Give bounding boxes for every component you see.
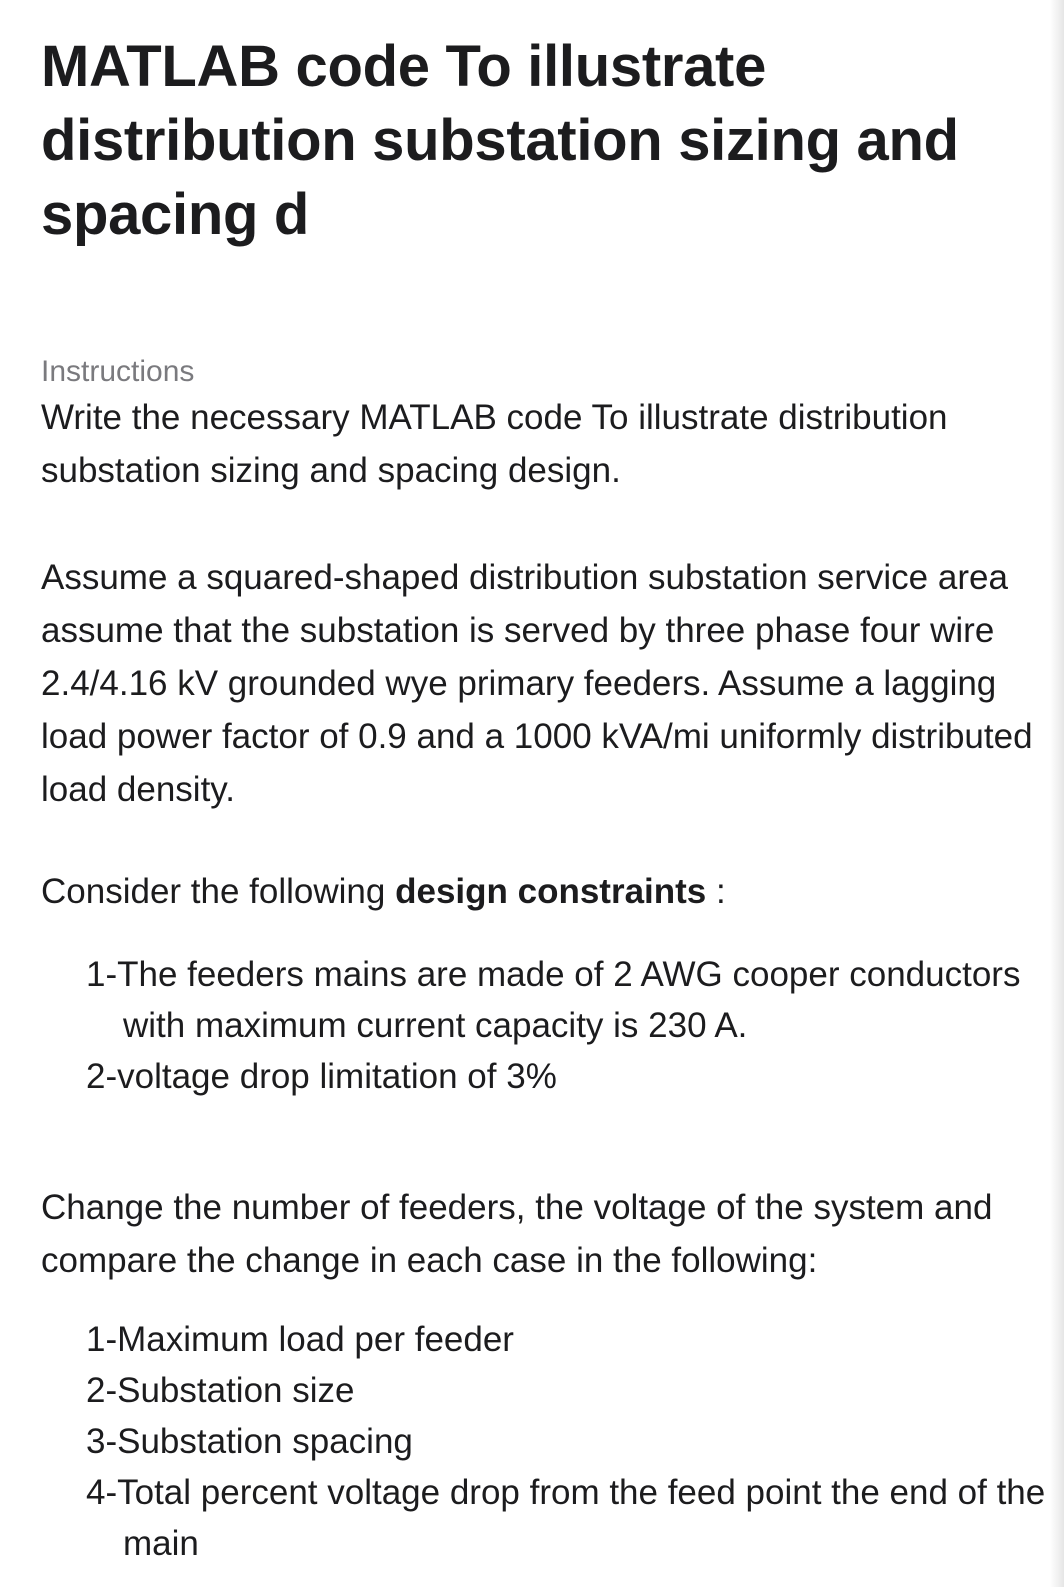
change-paragraph: Change the number of feeders, the voltage of the system and compare the change in each case in the following: [41,1188,993,1280]
instructions-label: Instructions [41,355,195,388]
list-item: 3-Substation spacing [86,1422,413,1461]
constraints-list [86,949,1046,1102]
constraints-heading [41,865,1041,918]
constraints-heading-bold: design constraints [395,872,707,911]
list-item: 1-The feeders mains are made of 2 AWG cooper conductors with maximum current capacity is 230 A. [86,955,1021,1045]
list-item: 4-Total percent voltage drop from the feed point the end of the main [86,1473,1046,1563]
question-title: MATLAB code To illustrate distribution substation sizing and spacing d [41,34,959,247]
intro-paragraph: Write the necessary MATLAB code To illustrate distribution substation sizing and spacing design. [41,398,948,490]
list-item: 2-voltage drop limitation of 3% [86,1057,557,1096]
constraints-heading-suffix: : [706,872,726,911]
compare-list [86,1314,1046,1569]
assumptions-paragraph: Assume a squared-shaped distribution substation service area assume that the substation is served by three phase four wire 2.4/4.16 kV grounded wye primary feeders. Assume a lagging load power factor of 0.9 and a 1000 kVA/mi uniformly distributed load density. [41,558,1033,809]
list-item: 2-Substation size [86,1371,355,1410]
page-edge-shadow [1050,0,1064,1587]
constraints-heading-prefix: Consider the following [41,872,396,911]
list-item: 1-Maximum load per feeder [86,1320,514,1359]
